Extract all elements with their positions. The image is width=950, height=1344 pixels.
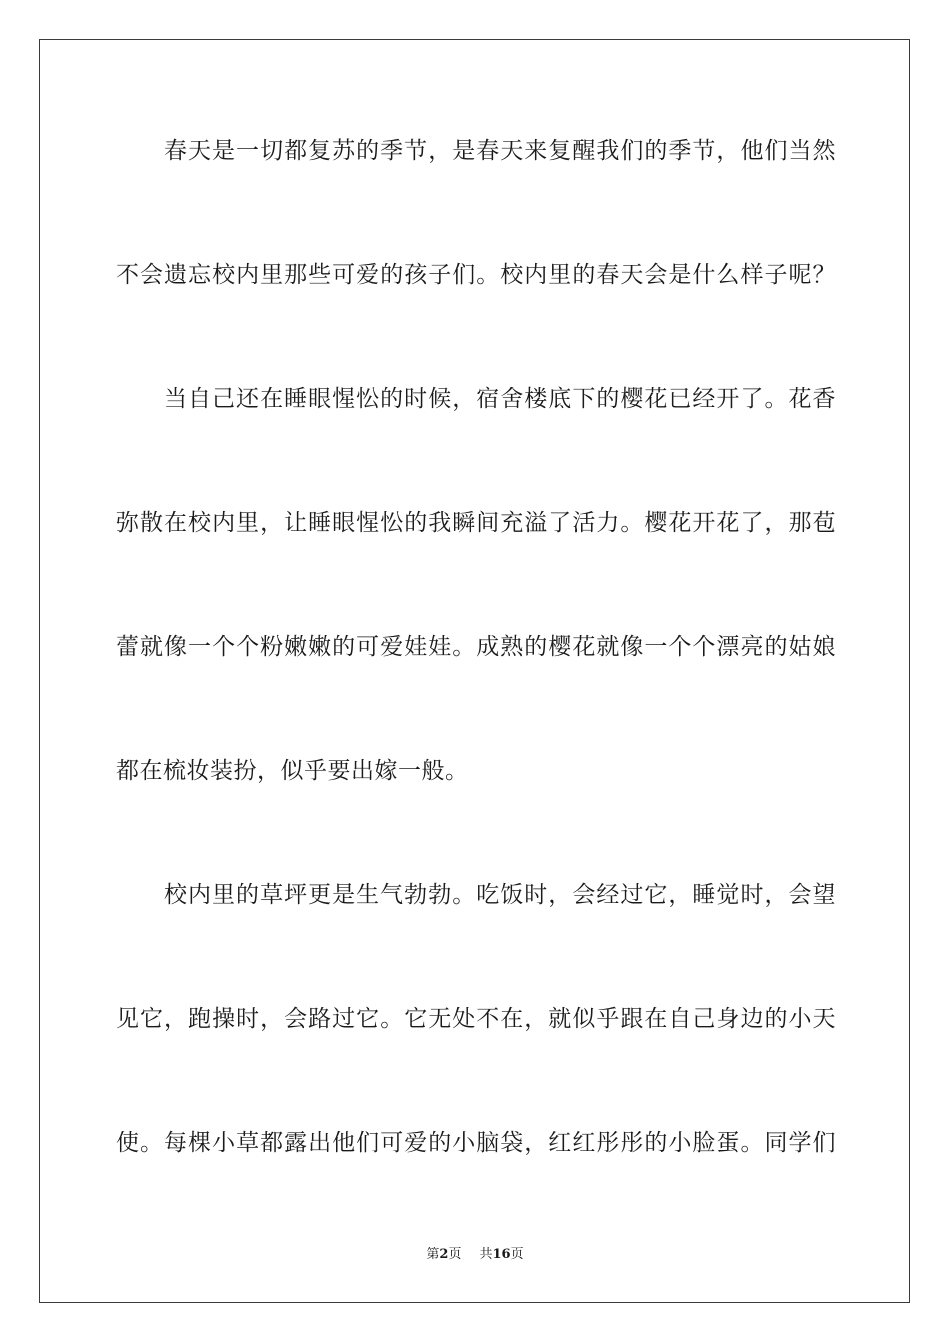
- total-suffix: 页: [510, 1247, 524, 1262]
- paragraph-3-line-1: 校内里的草坪更是生气勃勃。吃饭时，会经过它，睡觉时，会望: [164, 882, 836, 908]
- page-number: 2: [439, 1247, 449, 1262]
- paragraph-1-line-1: 春天是一切都复苏的季节，是春天来复醒我们的季节，他们当然: [164, 138, 836, 164]
- paragraph-2-line-1: 当自己还在睡眼惺忪的时候，宿舍楼底下的樱花已经开了。花香: [164, 386, 836, 412]
- page-footer: [0, 1245, 950, 1265]
- paragraph-2-line-3: 蕾就像一个个粉嫩嫩的可爱娃娃。成熟的樱花就像一个个漂亮的姑娘: [116, 634, 836, 660]
- total-pages: 16: [492, 1247, 511, 1262]
- paragraph-2-line-2: 弥散在校内里，让睡眼惺忪的我瞬间充溢了活力。樱花开花了，那苞: [116, 510, 836, 536]
- page-suffix: 页: [448, 1247, 462, 1262]
- paragraph-2-line-4: 都在梳妆装扮，似乎要出嫁一般。: [116, 758, 469, 784]
- page-border: [39, 39, 910, 1303]
- paragraph-3-line-2: 见它，跑操时，会路过它。它无处不在，就似乎跟在自己身边的小天: [116, 1006, 836, 1032]
- page-prefix: 第: [426, 1247, 440, 1262]
- total-prefix: 共: [479, 1247, 493, 1262]
- paragraph-1-line-2: 不会遗忘校内里那些可爱的孩子们。校内里的春天会是什么样子呢？: [116, 262, 836, 288]
- paragraph-3-line-3: 使。每棵小草都露出他们可爱的小脑袋，红红彤彤的小脸蛋。同学们: [116, 1130, 836, 1156]
